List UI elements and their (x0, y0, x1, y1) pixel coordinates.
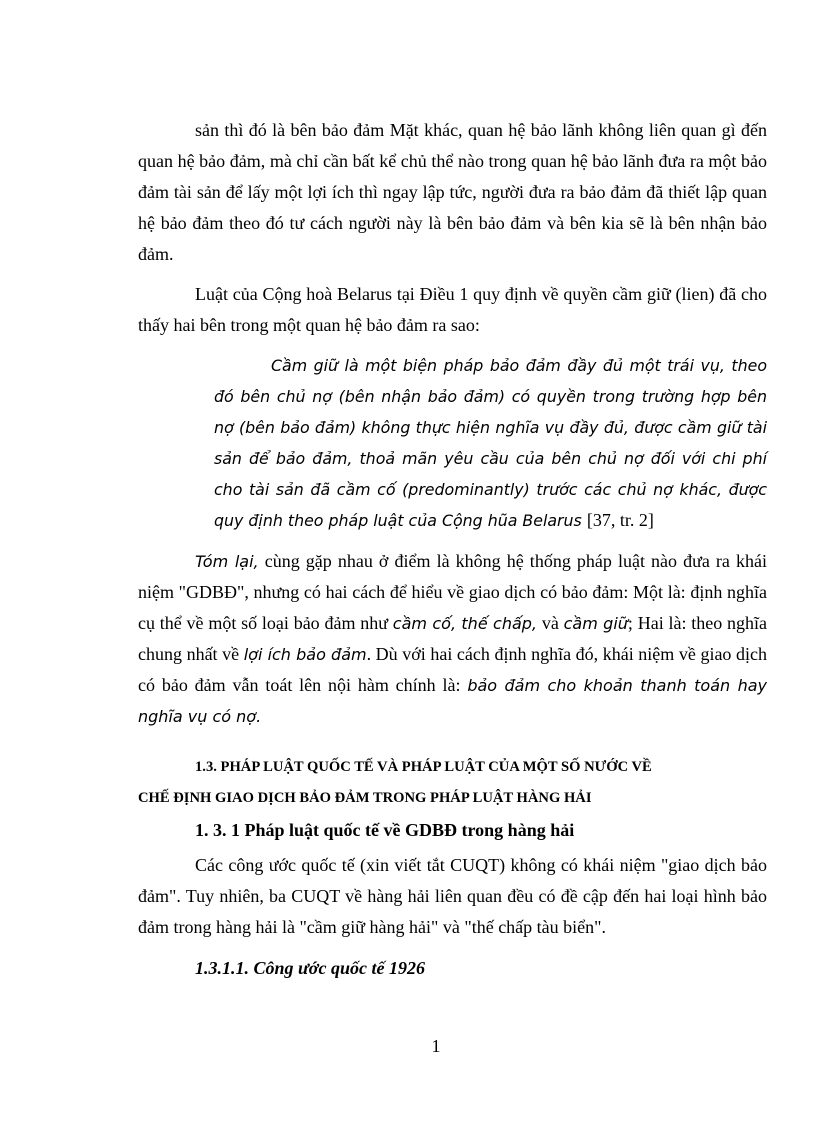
section-heading-1-3-1-1: 1.3.1.1. Công ước quốc tế 1926 (195, 958, 425, 978)
summary-lead: Tóm lại, (195, 552, 259, 571)
summary-part2: và (537, 613, 564, 633)
summary-term-pledge-mortgage: cầm cố, thế chấp, (392, 614, 538, 633)
section-heading-1-3-line1: 1.3. PHÁP LUẬT QUỐC TẾ VÀ PHÁP LUẬT CỦA MỘT SỐ NƯỚC VỀ (195, 759, 652, 775)
block-quote-lien-definition (214, 350, 767, 536)
paragraph-international-conventions: Các công ước quốc tế (xin viết tắt CUQT) không có khái niệm "giao dịch bảo đảm". Tuy nhiên, ba CUQT về hàng hải liên quan đều có đề cập đến hai loại hình bảo đảm trong hàng hải là "cầm giữ hàng hải" và "thế chấp tàu biển". (138, 855, 767, 937)
quote-citation: [37, tr. 2] (586, 510, 654, 530)
summary-term-lien: cầm giữ (563, 614, 628, 633)
section-heading-1-3 (138, 752, 767, 814)
section-heading-1-3-1: 1. 3. 1 Pháp luật quốc tế về GDBĐ trong hàng hải (195, 820, 575, 840)
page-number: 1 (431, 1036, 441, 1056)
paragraph-guarantee-relation: sản thì đó là bên bảo đảm Mặt khác, quan hệ bảo lãnh không liên quan gì đến quan hệ bảo đảm, mà chỉ cần bất kể chủ thể nào trong quan hệ bảo lãnh đưa ra một bảo đảm tài sản để lấy một lợi ích thì ngay lập tức, người đưa ra bảo đảm đã thiết lập quan hệ bảo đảm theo đó tư cách người này là bên bảo đảm và bên kia sẽ là bên nhận bảo đảm. (138, 120, 767, 264)
summary-part4: . Dù với hai cách định nghĩa đó, khái niệm về giao dịch có bảo đảm vẫn toát lên nội hàm chính là: (138, 644, 768, 695)
quote-text: Cầm giữ là một biện pháp bảo đảm đầy đủ một trái vụ, theo đó bên chủ nợ (bên nhận bảo đảm) có quyền trong trường hợp bên nợ (bên bảo đảm) không thực hiện nghĩa vụ đầy đủ, được cầm giữ tài sản để bảo đảm, thoả mãn yêu cầu của bên chủ nợ đối với chi phí cho tài sản đã cầm cố (predominantly) trước các chủ nợ khác, được quy định theo pháp luật của Cộng hũa Belarus (214, 356, 767, 530)
summary-part3: ; Hai là: theo nghĩa chung nhất về (138, 613, 768, 664)
summary-part1: cùng gặp nhau ở điểm là không hệ thống pháp luật nào đưa ra khái niệm "GDBĐ", nhưng có hai cách để hiểu về giao dịch có bảo đảm: Một là: định nghĩa cụ thể về một số loại bảo đảm như (138, 551, 767, 633)
paragraph-belarus-law: Luật của Cộng hoà Belarus tại Điều 1 quy định về quyền cầm giữ (lien) đã cho thấy hai bên trong một quan hệ bảo đảm ra sao: (138, 284, 767, 335)
section-heading-1-3-line2: CHẾ ĐỊNH GIAO DỊCH BẢO ĐẢM TRONG PHÁP LUẬT HÀNG HẢI (138, 790, 592, 806)
paragraph-summary (138, 546, 767, 732)
summary-term-security-interest: lợi ích bảo đảm (243, 645, 367, 664)
summary-tail: bảo đảm cho khoản thanh toán hay nghĩa vụ có nợ. (138, 676, 767, 726)
